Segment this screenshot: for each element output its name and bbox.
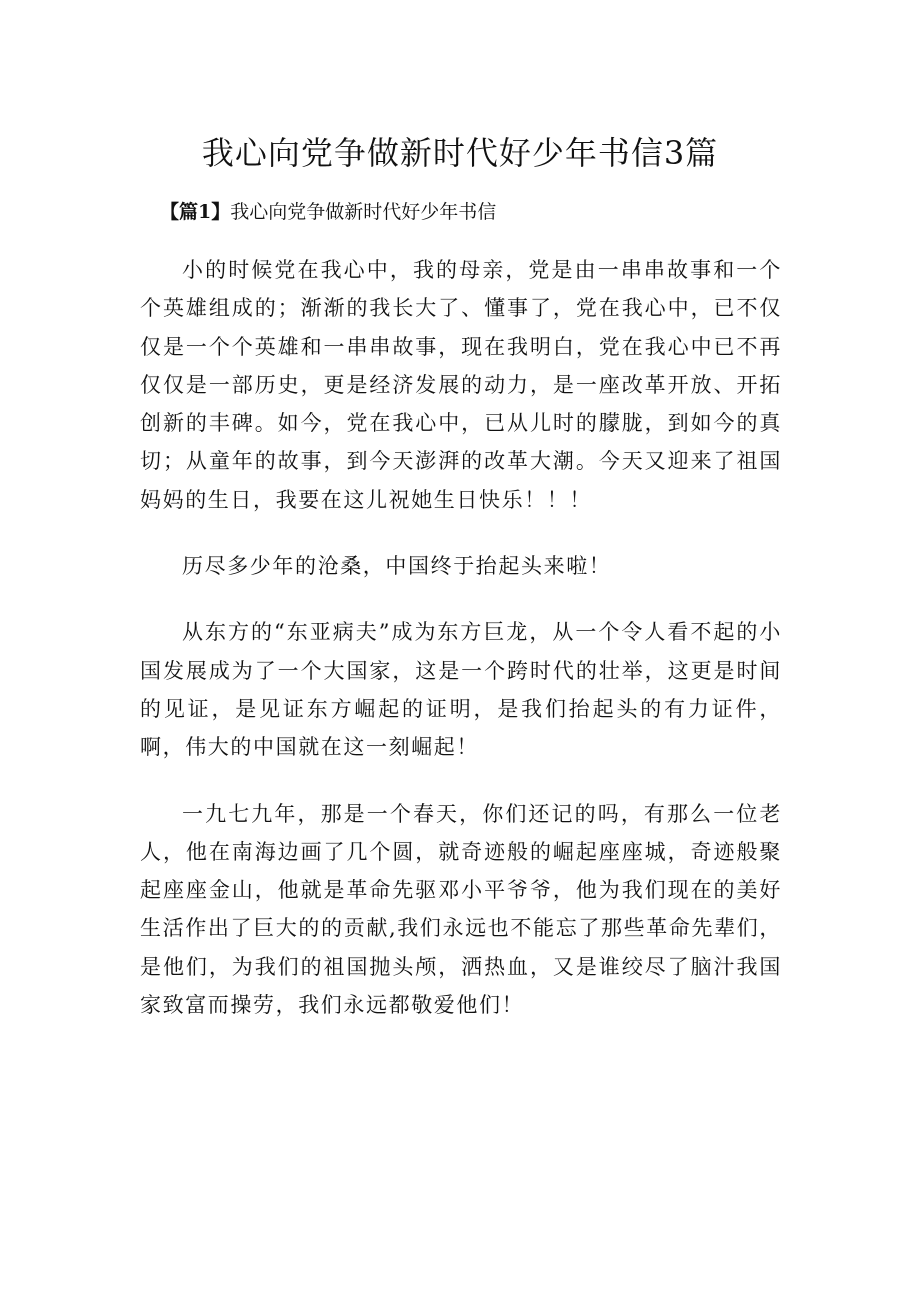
paragraph-1: 小的时候党在我心中，我的母亲，党是由一串串故事和一个个英雄组成的；渐渐的我长大了、懂事了，党在我心中，已不仅仅是一个个英雄和一串串故事，现在我明白，党在我心中已不再仅仅是一部历史，更是经济发展的动力，是一座改革开放、开拓创新的丰碑。如今，党在我心中，已从儿时的朦胧，到如今的真切；从童年的故事，到今天澎湃的改革大潮。今天又迎来了祖国妈妈的生日，我要在这儿祝她生日快乐！！！ [140,258,782,512]
section-title: 我心向党争做新时代好少年书信 [230,201,497,223]
section-heading [160,197,496,227]
paragraph-2: 历尽多少年的沧桑，中国终于抬起头来啦！ [182,554,612,579]
document-title: 我心向党争做新时代好少年书信3篇 [201,134,719,172]
section-marker: 【篇1】 [160,201,231,223]
paragraph-3: 从东方的“东亚病夫”成为东方巨龙，从一个令人看不起的小国发展成为了一个大国家，这是一个跨时代的壮举，这更是时间的见证，是见证东方崛起的证明，是我们抬起头的有力证件，啊，伟大的中国就在这一刻崛起！ [140,620,782,760]
document-body [140,251,782,1052]
paragraph-4: 一九七九年，那是一个春天，你们还记的吗，有那么一位老人，他在南海边画了几个圆，就奇迹般的崛起座座城，奇迹般聚起座座金山，他就是革命先驱邓小平爷爷，他为我们现在的美好生活作出了巨大的的贡献,我们永远也不能忘了那些革命先辈们，是他们，为我们的祖国抛头颅，洒热血，又是谁绞尽了脑汁我国家致富而操劳，我们永远都敬爱他们！ [140,801,782,1018]
